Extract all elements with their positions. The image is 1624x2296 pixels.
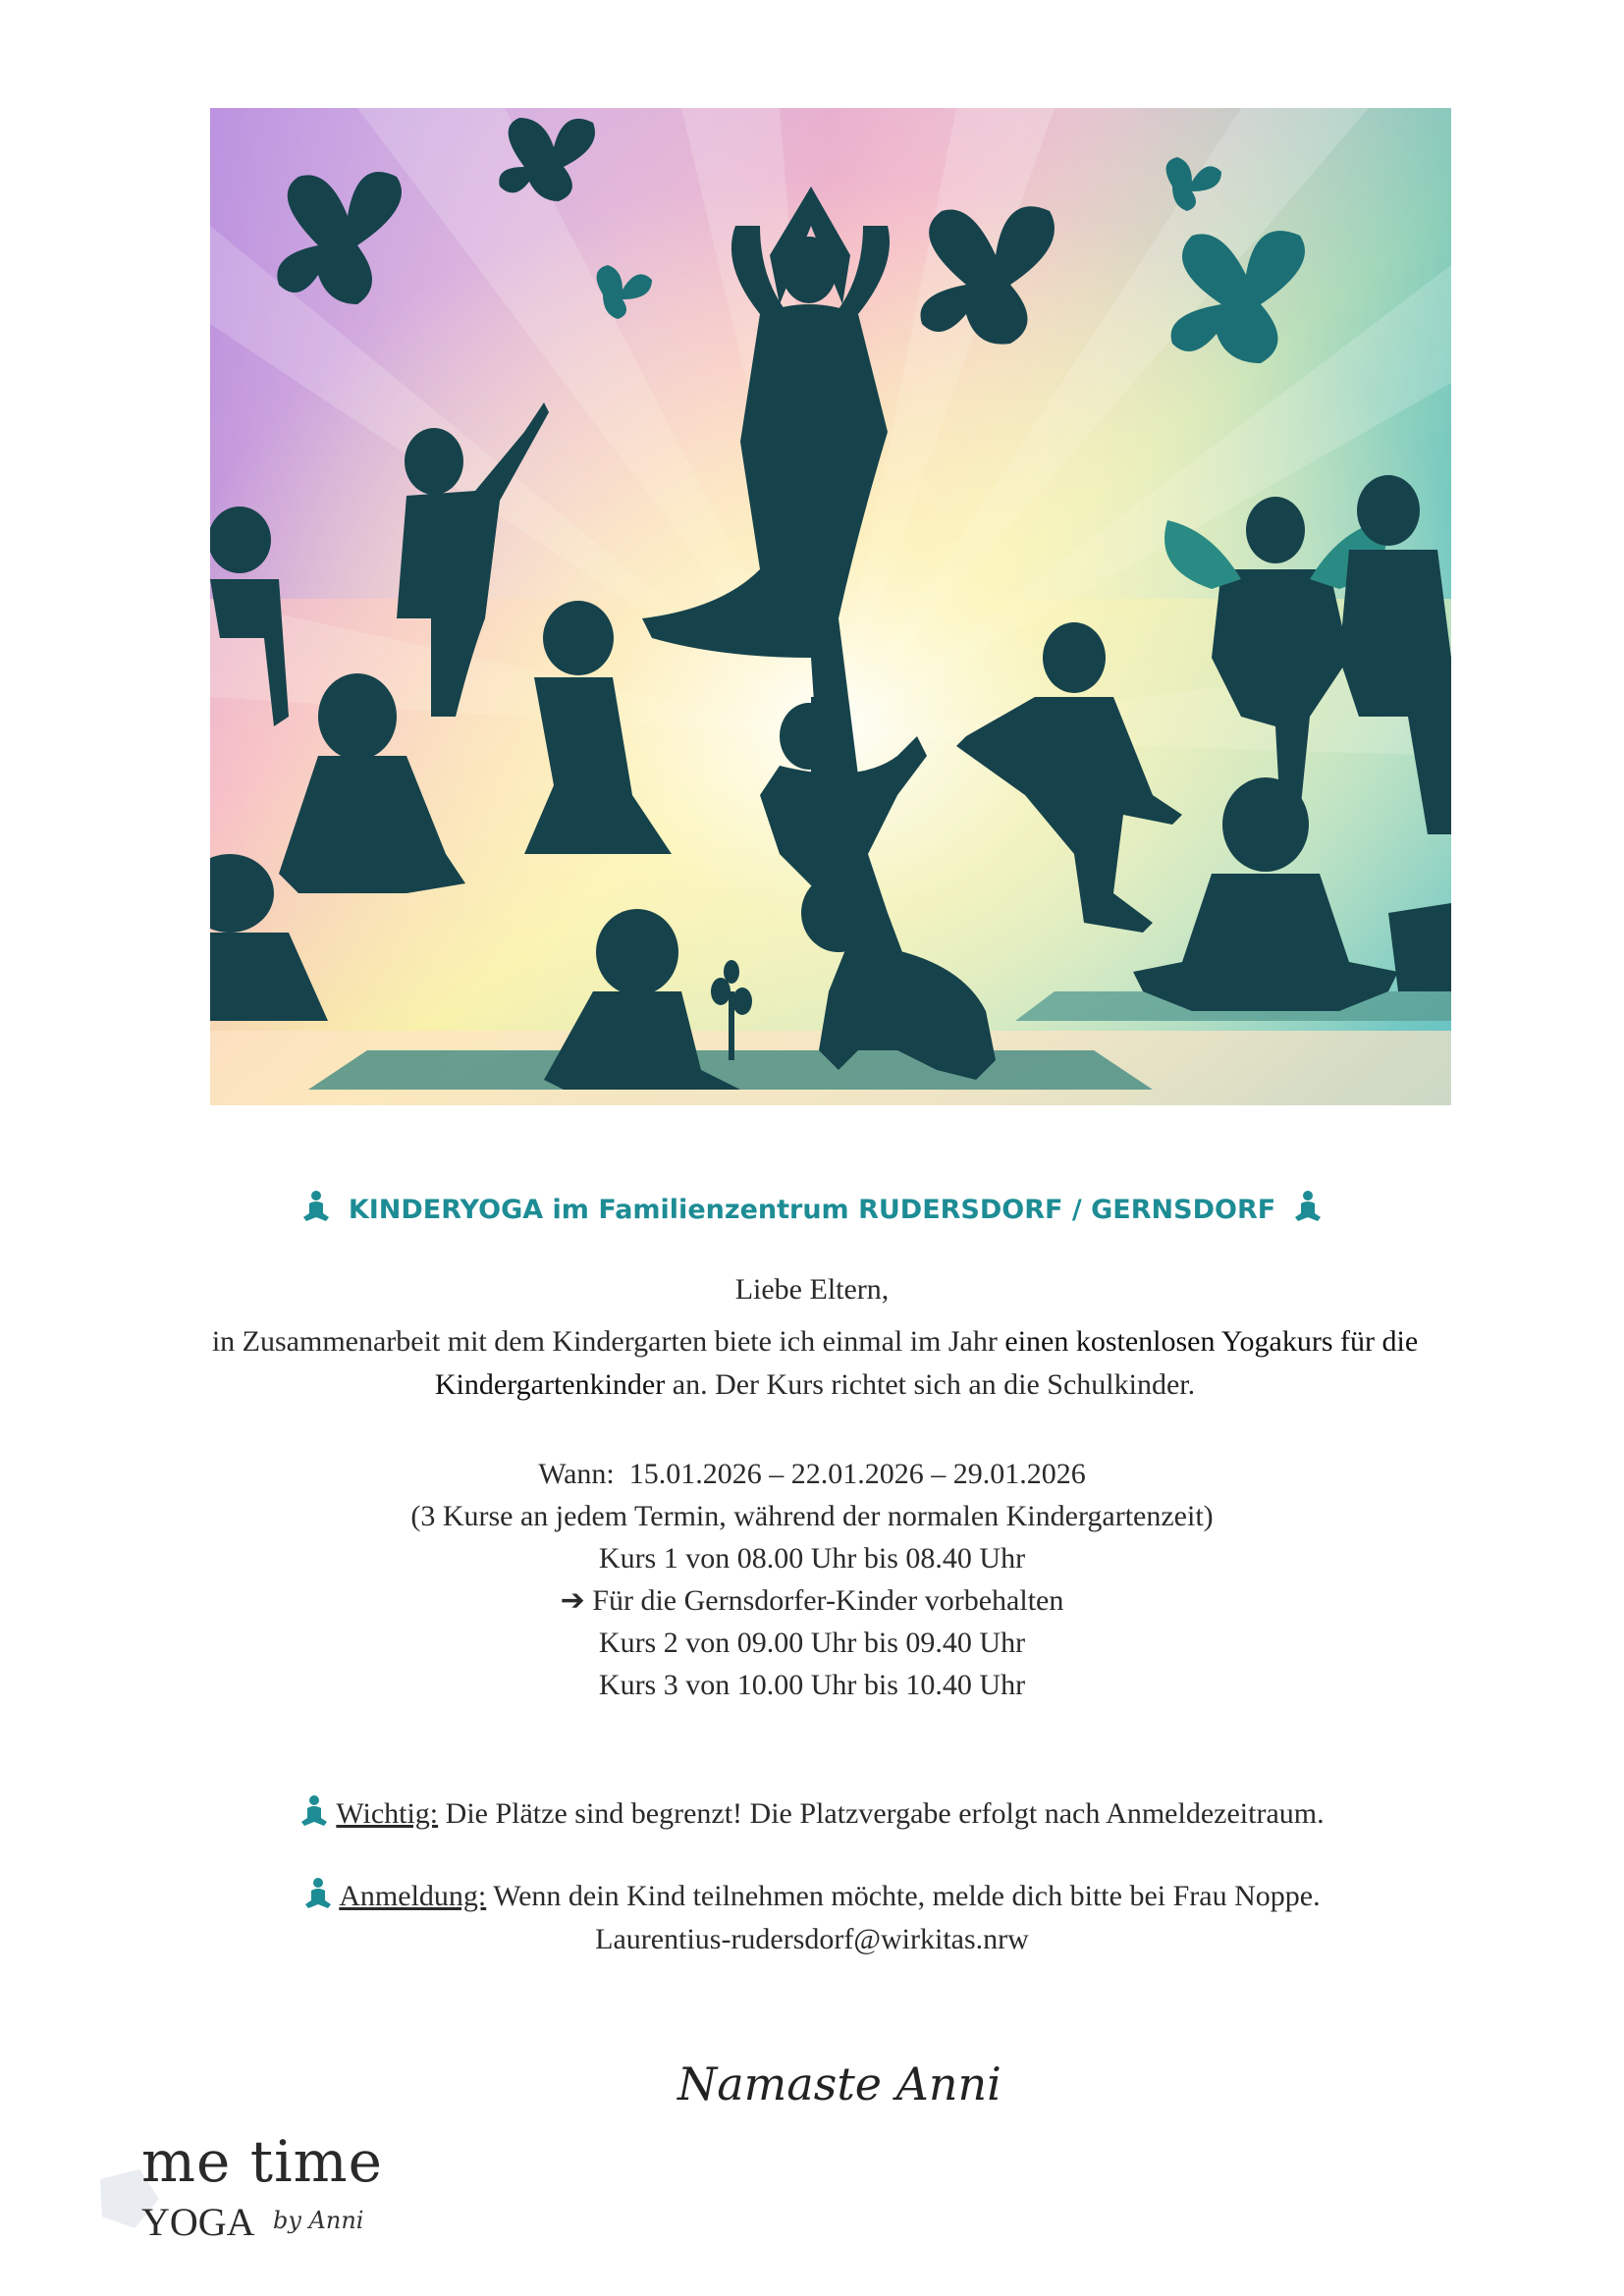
schedule-when xyxy=(0,1453,1624,1495)
course-2-label: Kurs 2 xyxy=(598,1627,678,1659)
flyer-title xyxy=(0,1190,1624,1225)
logo-sub-text: YOGA xyxy=(141,2200,255,2244)
course-3-time: von 10.00 Uhr bis 10.40 Uhr xyxy=(677,1669,1026,1701)
when-label: Wann: xyxy=(538,1458,615,1490)
course-1 xyxy=(0,1537,1624,1579)
intro-paragraph xyxy=(157,1320,1473,1407)
course-2 xyxy=(0,1622,1624,1664)
kids-yoga-silhouettes-image xyxy=(210,108,1451,1105)
course-dates: 15.01.2026 – 22.01.2026 – 29.01.2026 xyxy=(628,1458,1086,1490)
important-note xyxy=(0,1792,1624,1836)
meditation-person-icon xyxy=(301,1190,331,1223)
course-3-label: Kurs 3 xyxy=(598,1669,678,1701)
hero-illustration xyxy=(210,108,1451,1105)
course-1-label: Kurs 1 xyxy=(598,1542,678,1575)
logo-main-text: me time xyxy=(141,2128,383,2195)
course-2-time: von 09.00 Uhr bis 09.40 Uhr xyxy=(677,1627,1026,1659)
arrow-right-icon: ➔ xyxy=(560,1584,585,1617)
signature: Namaste Anni xyxy=(677,2057,1001,2110)
registration-text: Wenn dein Kind teilnehmen möchte, melde dich bitte bei xyxy=(486,1880,1173,1912)
meditation-person-icon xyxy=(303,1877,333,1910)
schedule xyxy=(0,1453,1624,1706)
contact-email[interactable]: Laurentius-rudersdorf@wirkitas.nrw xyxy=(595,1923,1029,1955)
important-text: Die Plätze sind begrenzt! Die Platzvergabe erfolgt nach Anmeldezeitraum. xyxy=(438,1797,1325,1830)
intro-text-2: an. Der Kurs richtet sich an die Schulkinder. xyxy=(665,1368,1196,1401)
greeting: Liebe Eltern, xyxy=(734,1273,890,1306)
schedule-note: (3 Kurse an jedem Termin, während der normalen Kindergartenzeit) xyxy=(410,1500,1214,1532)
registration-label: Anmeldung: xyxy=(339,1880,487,1912)
registration-contact: Frau Noppe. xyxy=(1172,1880,1321,1912)
reserved-text: Für die Gernsdorfer-Kinder vorbehalten xyxy=(592,1584,1064,1617)
registration-note xyxy=(0,1875,1624,1918)
title-text: KINDERYOGA im Familienzentrum RUDERSDORF / GERNSDORF xyxy=(348,1195,1276,1225)
meditation-person-icon xyxy=(1293,1190,1323,1223)
course-1-reserved xyxy=(0,1579,1624,1622)
logo-by-text: by Anni xyxy=(273,2207,364,2234)
course-3 xyxy=(0,1664,1624,1706)
intro-highlight: einen kostenlosen Yogakurs für die Kindergartenkinder xyxy=(434,1325,1419,1401)
important-label: Wichtig: xyxy=(336,1797,439,1830)
course-1-time: von 08.00 Uhr bis 08.40 Uhr xyxy=(677,1542,1026,1575)
intro-text-1: in Zusammenarbeit mit dem Kindergarten biete ich einmal im Jahr xyxy=(211,1325,1005,1358)
meditation-person-icon xyxy=(299,1794,329,1828)
